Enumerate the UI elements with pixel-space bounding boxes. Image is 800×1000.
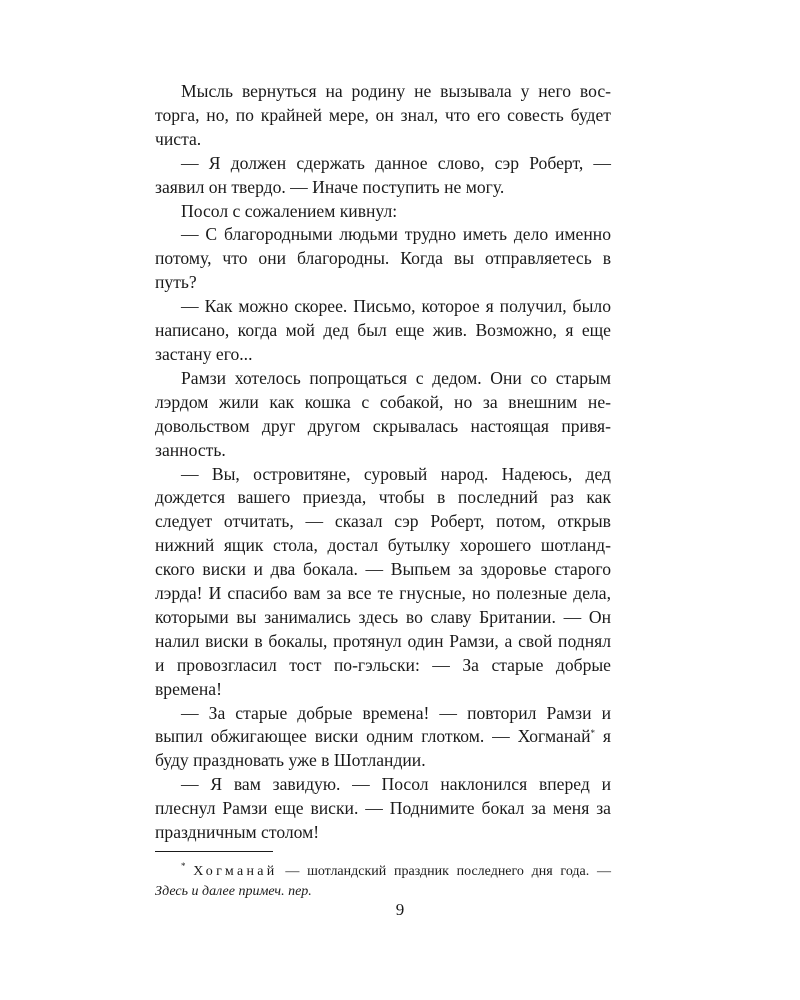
footnote-marker: * <box>181 861 186 871</box>
paragraph-text-before-note: — За старые добрые времена! — повторил Рамзи и выпил обжигающее виски одним глотком. — Хогманай <box>155 702 611 747</box>
footnote <box>155 862 611 902</box>
paragraph-with-footnote <box>155 702 611 774</box>
paragraph: Посол с сожалением кивнул: <box>181 200 398 221</box>
paragraph: Рамзи хотелось попрощаться с дедом. Они со старым лэрдом жили как кошка с собакой, но за внешним недовольством друг другом скрывалась настоящая привязанность. <box>155 367 611 460</box>
paragraph: — С благородными людьми трудно иметь дело именно потому, что они благородны. Когда вы отправляетесь в путь? <box>155 224 611 293</box>
footnote-divider <box>155 851 273 852</box>
paragraph: — Как можно скорее. Письмо, которое я получил, было написано, когда мой дед был еще жив. Возможно, я еще застану его... <box>155 296 611 364</box>
page-body <box>155 80 611 902</box>
paragraph: — Я должен сдержать данное слово, сэр Роберт, — заявил он твердо. — Иначе поступить не могу. <box>155 152 611 197</box>
footnote-term: Хогманай <box>193 864 278 879</box>
footnote-text: — шотландский праздник последнего дня года. — <box>277 864 611 879</box>
footnote-reference[interactable]: * <box>590 728 595 739</box>
footnote-editorial-note: Здесь и далее примеч. пер. <box>155 884 312 899</box>
paragraph: — Вы, островитяне, суровый народ. Надеюсь, дед дождется вашего приезда, чтобы в последний раз как следует отчитать, — сказал сэр Роберт, потом, открыв нижний ящик стола, достал бутылку хорошего шотландского виски и два бокала. — Выпьем за здоровье старого лэрда! И спасибо вам за все те гнусные, но полезные дела, которыми вы занимались здесь во славу Британии. — Он налил виски в бокалы, протянул один Рамзи, а свой поднял и провозгласил тост по-гэльски: — За старые добрые времена! <box>155 463 611 699</box>
paragraph: — Я вам завидую. — Посол наклонился вперед и плеснул Рамзи еще виски. — Поднимите бокал за меня за праздничным столом! <box>155 774 611 843</box>
paragraph: Мысль вернуться на родину не вызывала у него восторга, но, по крайней мере, он знал, что его совесть будет чиста. <box>155 81 611 149</box>
page-number: 9 <box>395 900 405 919</box>
paragraph-text-after-note: я буду праздновать уже в Шотландии. <box>155 726 611 771</box>
